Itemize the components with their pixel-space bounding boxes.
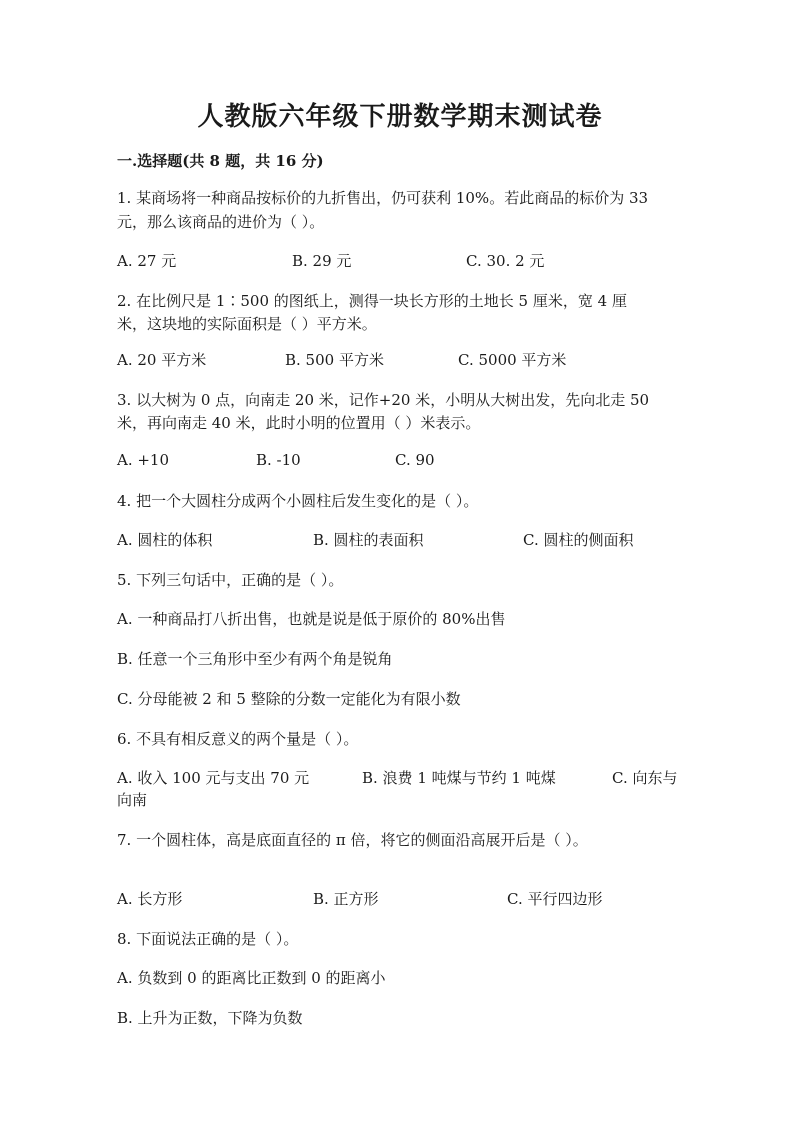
question-2-line-2: 米，这块地的实际面积是（ ）平方米。	[117, 315, 377, 333]
question-6-option-b: B. 浪费 1 吨煤与节约 1 吨煤	[362, 769, 556, 787]
question-8-option-a: A. 负数到 0 的距离比正数到 0 的距离小	[117, 969, 386, 987]
question-1-option-b: B. 29 元	[292, 252, 352, 270]
question-2-line-1: 2. 在比例尺是 1∶500 的图纸上，测得一块长方形的土地长 5 厘米，宽 4 厘	[117, 292, 627, 310]
question-7-line-1: 7. 一个圆柱体，高是底面直径的 π 倍，将它的侧面沿高展开后是（ ）。	[117, 831, 588, 849]
question-3-line-2: 米，再向南走 40 米，此时小明的位置用（ ）米表示。	[117, 414, 481, 432]
question-5-line-1: 5. 下列三句话中，正确的是（ ）。	[117, 571, 344, 589]
question-2-option-b: B. 500 平方米	[285, 351, 384, 369]
page-title: 人教版六年级下册数学期末测试卷	[197, 102, 603, 132]
question-8-option-b: B. 上升为正数，下降为负数	[117, 1009, 303, 1027]
question-1-option-a: A. 27 元	[117, 252, 177, 270]
question-6-option-c: C. 向东与	[612, 769, 678, 787]
question-4-line-1: 4. 把一个大圆柱分成两个小圆柱后发生变化的是（ ）。	[117, 492, 479, 510]
question-2-option-a: A. 20 平方米	[117, 351, 207, 369]
question-3-option-b: B. -10	[256, 451, 301, 469]
question-4-option-c: C. 圆柱的侧面积	[523, 531, 634, 549]
question-2-option-c: C. 5000 平方米	[458, 351, 567, 369]
question-6-option-a: A. 收入 100 元与支出 70 元	[117, 769, 310, 787]
question-5-option-c: C. 分母能被 2 和 5 整除的分数一定能化为有限小数	[117, 690, 461, 708]
question-3-line-1: 3. 以大树为 0 点，向南走 20 米，记作+20 米，小明从大树出发，先向北走 50	[117, 391, 650, 409]
question-1-line-2: 元，那么该商品的进价为（ ）。	[117, 213, 325, 231]
question-8-line-1: 8. 下面说法正确的是（ ）。	[117, 930, 299, 948]
question-5-option-a: A. 一种商品打八折出售，也就是说是低于原价的 80%出售	[117, 610, 506, 628]
question-7-option-a: A. 长方形	[117, 890, 183, 908]
question-7-option-b: B. 正方形	[313, 890, 379, 908]
question-4-option-b: B. 圆柱的表面积	[313, 531, 424, 549]
question-7-option-c: C. 平行四边形	[507, 890, 603, 908]
question-4-option-a: A. 圆柱的体积	[117, 531, 213, 549]
question-6-option-c-continued: 向南	[117, 791, 148, 809]
section-heading: 一.选择题(共 8 题，共 16 分)	[117, 152, 324, 170]
question-1-line-1: 1. 某商场将一种商品按标价的九折售出，仍可获利 10%。若此商品的标价为 33	[117, 189, 649, 207]
question-6-line-1: 6. 不具有相反意义的两个量是（ ）。	[117, 730, 359, 748]
question-5-option-b: B. 任意一个三角形中至少有两个角是锐角	[117, 650, 393, 668]
question-1-option-c: C. 30. 2 元	[466, 252, 545, 270]
question-3-option-a: A. +10	[117, 451, 170, 469]
question-3-option-c: C. 90	[395, 451, 435, 469]
